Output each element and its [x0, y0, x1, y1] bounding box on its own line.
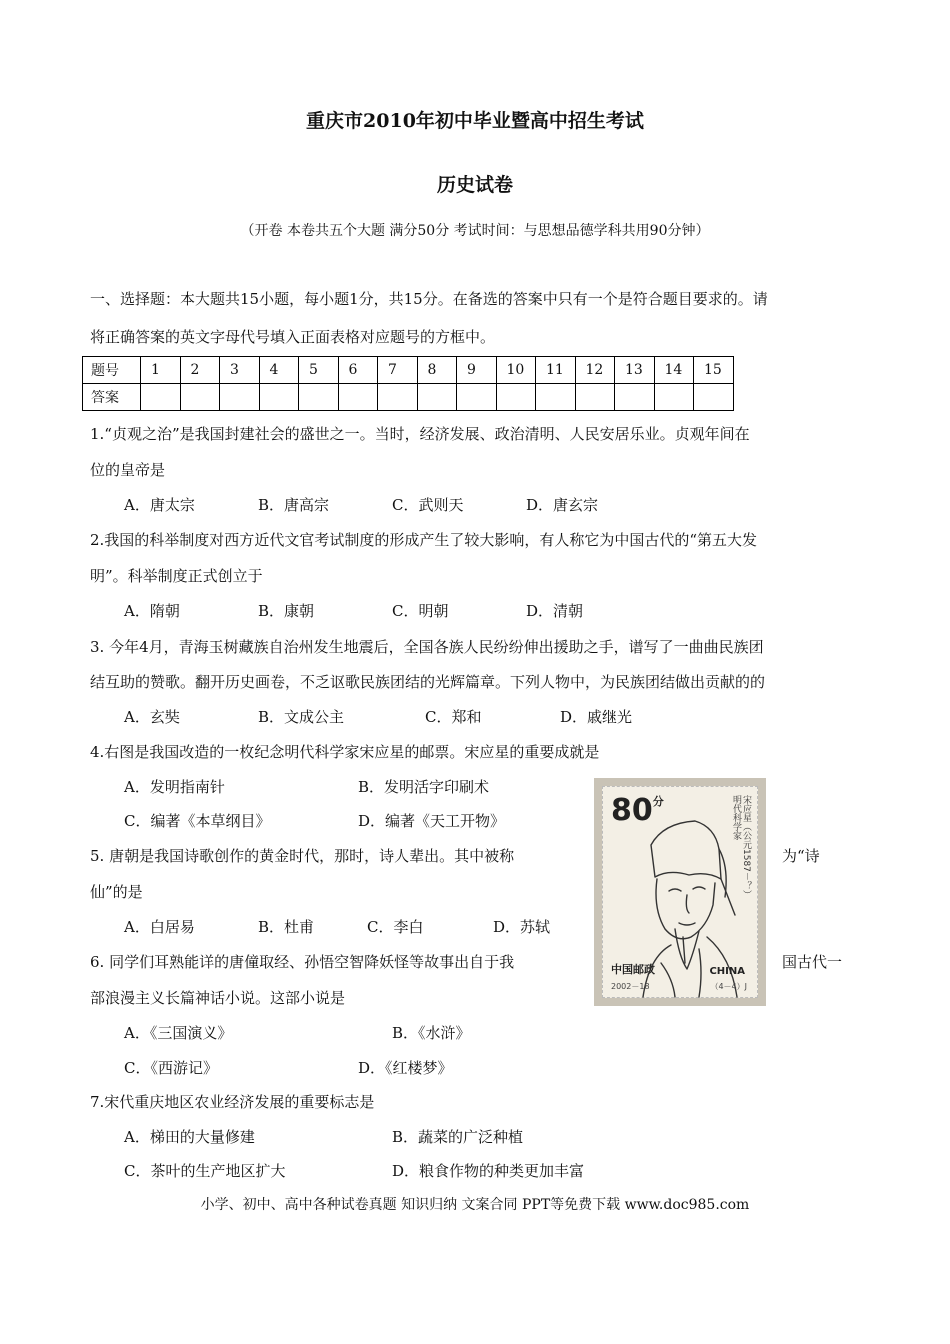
- table-cell: 4: [259, 357, 299, 384]
- answer-cell[interactable]: [496, 384, 536, 411]
- stamp-unit: 分: [652, 795, 664, 808]
- question-7-line1: 7.宋代重庆地区农业经济发展的重要标志是: [90, 1093, 375, 1111]
- table-cell: 10: [496, 357, 536, 384]
- answer-cell[interactable]: [141, 384, 181, 411]
- section1-instruction-line1: 一、选择题：本大题共15小题，每小题1分，共15分。在备选的答案中只有一个是符合题目要求的。请: [90, 290, 768, 308]
- answer-cell[interactable]: [378, 384, 418, 411]
- q7-option-c: C．茶叶的生产地区扩大: [124, 1162, 286, 1180]
- q7-option-b: B．蔬菜的广泛种植: [392, 1128, 524, 1146]
- q1-option-d: D．唐玄宗: [526, 496, 599, 514]
- answer-cell[interactable]: [457, 384, 497, 411]
- question-1-line2: 位的皇帝是: [90, 461, 166, 479]
- q4-option-d: D．编著《天工开物》: [358, 812, 506, 830]
- answer-cell[interactable]: [536, 384, 576, 411]
- question-4-line1: 4.右图是我国改造的一枚纪念明代科学家宋应星的邮票。宋应星的重要成就是: [90, 743, 600, 761]
- q6-option-a: A．《三国演义》: [124, 1024, 233, 1042]
- answer-table: [82, 356, 734, 411]
- exam-title: 重庆市2010年初中毕业暨高中招生考试: [306, 110, 644, 132]
- footer-text: 小学、初中、高中各种试卷真题 知识归纳 文案合同 PPT等免费下载 www.doc985.com: [200, 1197, 750, 1213]
- q7-option-d: D．粮食作物的种类更加丰富: [392, 1162, 585, 1180]
- answer-cell[interactable]: [338, 384, 378, 411]
- question-3-line1: 3. 今年4月，青海玉树藏族自治州发生地震后，全国各族人民纷纷伸出援助之手，谱写了一曲曲民族团: [90, 638, 764, 656]
- q3-option-c: C．郑和: [425, 708, 482, 726]
- q3-option-a: A．玄奘: [124, 708, 180, 726]
- table-cell: 13: [615, 357, 655, 384]
- q5-option-a: A．白居易: [124, 918, 195, 936]
- q7-option-a: A．梯田的大量修建: [124, 1128, 255, 1146]
- q4-option-c: C．编著《本草纲目》: [124, 812, 271, 830]
- song-yingxing-stamp: [594, 778, 766, 1006]
- q4-option-b: B．发明活字印刷术: [358, 778, 490, 796]
- question-2-line1: 2.我国的科举制度对西方近代文官考试制度的形成产生了较大影响，有人称它为中国古代的“第五大发: [90, 531, 757, 549]
- table-row-numbers: [83, 357, 734, 384]
- stamp-face: [602, 786, 758, 998]
- table-cell: 8: [417, 357, 457, 384]
- question-3-line2: 结互助的赞歌。翻开历史画卷，不乏讴歌民族团结的光辉篇章。下列人物中，为民族团结做出贡献的的: [90, 673, 766, 691]
- row-label-answer: 答案: [83, 384, 141, 411]
- answer-cell[interactable]: [259, 384, 299, 411]
- answer-cell[interactable]: [417, 384, 457, 411]
- stamp-code: 2002－18: [611, 982, 650, 991]
- table-cell: 15: [694, 357, 734, 384]
- q2-option-b: B．康朝: [258, 602, 315, 620]
- table-cell: 11: [536, 357, 576, 384]
- answer-cell[interactable]: [575, 384, 615, 411]
- row-label-number: 题号: [83, 357, 141, 384]
- table-row-answers: [83, 384, 734, 411]
- question-5-line1-tail: 为“诗: [782, 847, 820, 865]
- q2-option-d: D．清朝: [526, 602, 584, 620]
- table-cell: 2: [180, 357, 220, 384]
- q5-option-b: B．杜甫: [258, 918, 315, 936]
- answer-cell[interactable]: [615, 384, 655, 411]
- stamp-caption: 宋应星（公元1587－？）明代科学家: [731, 795, 751, 899]
- exam-note: （开卷 本卷共五个大题 满分50分 考试时间：与思想品德学科共用90分钟）: [240, 223, 710, 239]
- q1-option-b: B．唐高宗: [258, 496, 330, 514]
- answer-cell[interactable]: [299, 384, 339, 411]
- question-6-line2: 部浪漫主义长篇神话小说。这部小说是: [90, 989, 346, 1007]
- table-cell: 5: [299, 357, 339, 384]
- table-cell: 7: [378, 357, 418, 384]
- subject-title: 历史试卷: [436, 174, 513, 196]
- q5-option-c: C．李白: [367, 918, 424, 936]
- table-cell: 3: [220, 357, 260, 384]
- q6-option-b: B．《水浒》: [392, 1024, 471, 1042]
- answer-cell[interactable]: [180, 384, 220, 411]
- question-2-line2: 明”。科举制度正式创立于: [90, 567, 263, 585]
- stamp-code-2: （4－4）J: [710, 982, 747, 991]
- q2-option-a: A．隋朝: [124, 602, 180, 620]
- q6-option-d: D．《红楼梦》: [358, 1059, 453, 1077]
- stamp-value: 80: [611, 793, 653, 828]
- q6-option-c: C．《西游记》: [124, 1059, 218, 1077]
- q2-option-c: C．明朝: [392, 602, 449, 620]
- stamp-country: 中国邮政: [611, 963, 655, 976]
- question-6-line1-tail: 国古代一: [782, 953, 843, 971]
- table-cell: 1: [141, 357, 181, 384]
- q1-option-c: C．武则天: [392, 496, 464, 514]
- section1-instruction-line2: 将正确答案的英文字母代号填入正面表格对应题号的方框中。: [90, 328, 496, 346]
- answer-cell[interactable]: [654, 384, 694, 411]
- question-5-line2: 仙”的是: [90, 883, 143, 901]
- stamp-country-en: CHINA: [709, 966, 745, 977]
- q1-option-a: A．唐太宗: [124, 496, 195, 514]
- table-cell: 12: [575, 357, 615, 384]
- q3-option-b: B．文成公主: [258, 708, 345, 726]
- question-1-line1: 1.“贞观之治”是我国封建社会的盛世之一。当时，经济发展、政治清明、人民安居乐业。贞观年间在: [90, 425, 750, 443]
- question-5-line1: 5. 唐朝是我国诗歌创作的黄金时代，那时，诗人辈出。其中被称: [90, 847, 515, 865]
- table-cell: 6: [338, 357, 378, 384]
- question-6-line1: 6. 同学们耳熟能详的唐僮取经、孙悟空智降妖怪等故事出自于我: [90, 953, 515, 971]
- table-cell: 9: [457, 357, 497, 384]
- answer-cell[interactable]: [220, 384, 260, 411]
- q4-option-a: A．发明指南针: [124, 778, 225, 796]
- answer-cell[interactable]: [694, 384, 734, 411]
- q3-option-d: D．戚继光: [560, 708, 633, 726]
- table-cell: 14: [654, 357, 694, 384]
- q5-option-d: D．苏轼: [493, 918, 551, 936]
